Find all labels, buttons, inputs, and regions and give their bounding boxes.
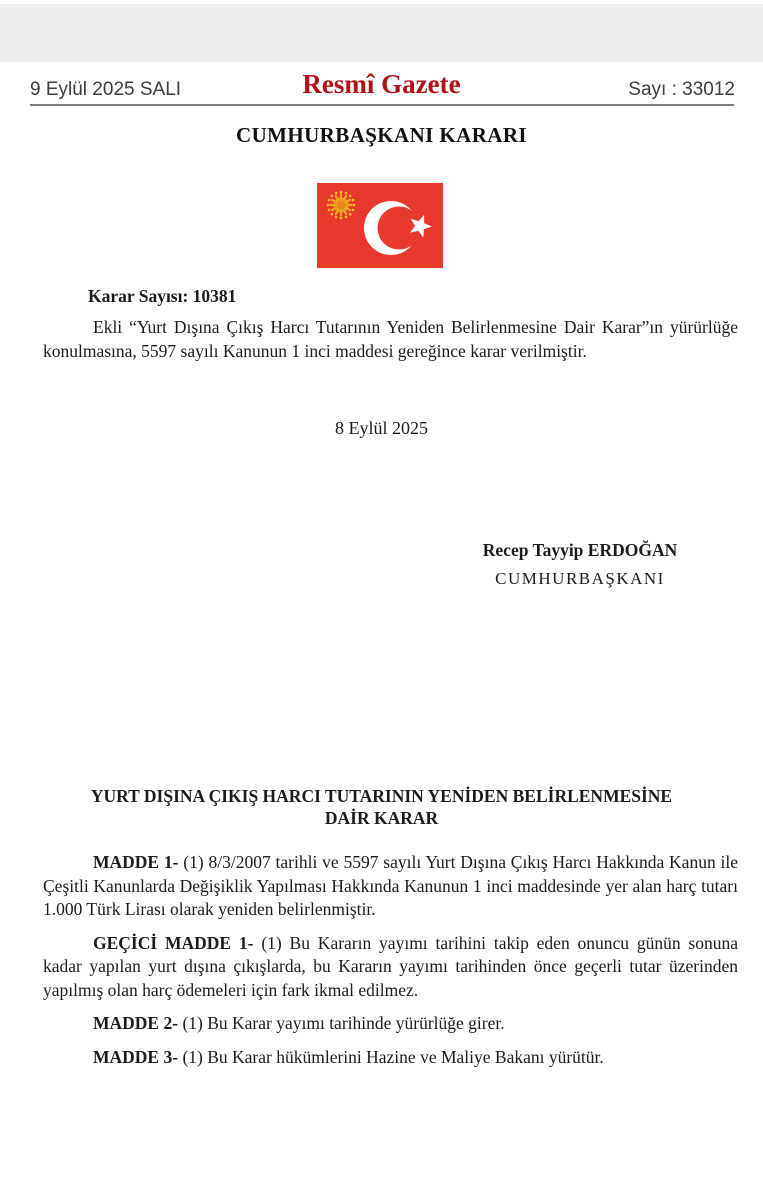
signature-block — [402, 540, 758, 589]
attached-decision-title-line1: YURT DIŞINA ÇIKIŞ HARCI TUTARININ YENİDEN BELİRLENMESİNE — [90, 786, 673, 806]
signer-title: CUMHURBAŞKANI — [495, 569, 665, 588]
article-madde-2 — [43, 1012, 738, 1036]
attached-decision-title — [0, 786, 763, 829]
article-gecici-madde-1-text: (1) Bu Kararın yayımı tarihini takip eden onuncu günün sonuna kadar yapılan yurt dışına çıkışlarda, bu Kararın yayımı tarihinden önce geçerli tutar üzerinden yapılmış olan harç ödemeleri için fark ikmal edilmez. — [43, 932, 738, 1000]
article-madde-1 — [43, 851, 738, 922]
presidential-sun-emblem — [327, 191, 356, 220]
gazette-date: 9 Eylül 2025 SALI — [30, 79, 182, 100]
header-divider — [30, 104, 734, 106]
article-gecici-madde-1-label: GEÇİCİ MADDE 1- — [93, 932, 254, 953]
top-gray-band — [0, 4, 763, 62]
flag-graphic — [317, 183, 443, 268]
gazette-title: Resmî Gazete — [302, 69, 461, 99]
decree-date: 8 Eylül 2025 — [335, 418, 428, 438]
article-gecici-madde-1 — [43, 932, 738, 1003]
article-madde-3-text: (1) Bu Karar hükümlerini Hazine ve Maliye Bakanı yürütür. — [178, 1046, 604, 1067]
gazette-issue-number: Sayı : 33012 — [628, 79, 735, 100]
article-madde-3 — [43, 1046, 738, 1070]
article-madde-2-label: MADDE 2- — [93, 1013, 179, 1033]
article-madde-1-text: (1) 8/3/2007 tarihli ve 5597 sayılı Yurt Dışına Çıkış Harcı Hakkında Kanun ile Çeşitli Kanunlarda Değişiklik Yapılması Hakkında Kanunun 1 inci maddesinde yer alan harç tutarı 1.000 Türk Lirası olarak yeniden belirlenmiştir. — [43, 852, 738, 919]
attached-decision-title-line2: DAİR KARAR — [324, 807, 439, 828]
decree-intro-paragraph: Ekli “Yurt Dışına Çıkış Harcı Tutarının Yeniden Belirlenmesine Dair Karar”ın yürürlüğe konulmasına, 5597 sayılı Kanunun 1 inci maddesi gereğince karar verilmiştir. — [43, 317, 738, 361]
signer-name: Recep Tayyip ERDOĞAN — [482, 540, 678, 560]
turkish-presidential-flag — [317, 183, 443, 268]
decree-heading: CUMHURBAŞKANI KARARI — [236, 123, 527, 147]
article-madde-3-label: MADDE 3- — [93, 1046, 179, 1067]
article-madde-2-text: (1) Bu Karar yayımı tarihinde yürürlüğe girer. — [178, 1013, 505, 1033]
decree-articles — [43, 851, 738, 1079]
article-madde-1-label: MADDE 1- — [93, 852, 179, 872]
decree-number-line: Karar Sayısı: 10381 — [88, 286, 237, 306]
